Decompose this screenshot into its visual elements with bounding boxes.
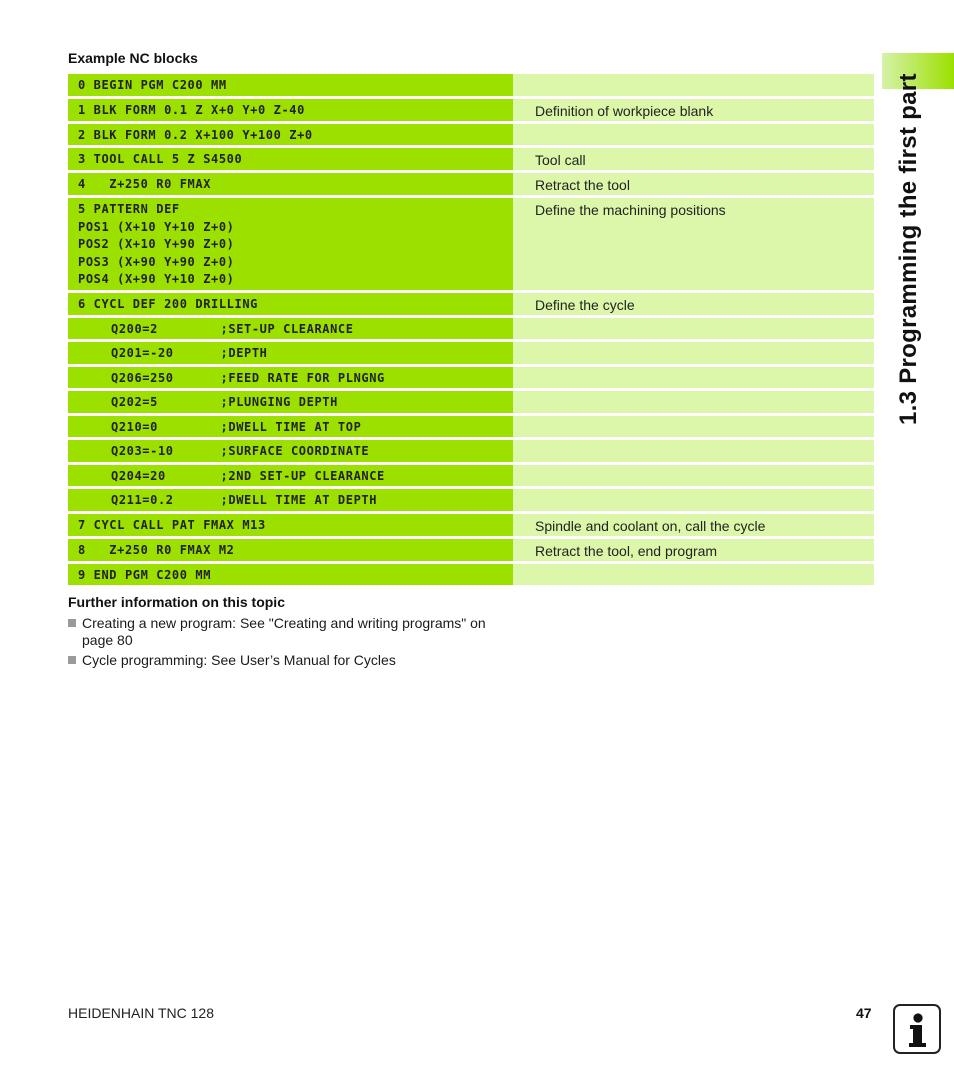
- nc-code-line: 2 BLK FORM 0.2 X+100 Y+100 Z+0: [78, 127, 313, 142]
- nc-code-line: POS4 (X+90 Y+10 Z+0): [78, 272, 235, 286]
- nc-code-line: 6 CYCL DEF 200 DRILLING: [78, 296, 258, 311]
- nc-block-row: [68, 198, 874, 290]
- nc-block-code: [68, 367, 513, 389]
- nc-block-description: Retract the tool: [513, 173, 874, 195]
- nc-block-code: [68, 465, 513, 487]
- nc-block-row: [68, 440, 874, 462]
- nc-block-code: [68, 489, 513, 511]
- info-icon: [893, 1004, 941, 1054]
- nc-code-line: 8 Z+250 R0 FMAX M2: [78, 542, 235, 557]
- nc-program-table: [68, 74, 874, 588]
- nc-block-description: [513, 342, 874, 364]
- nc-block-row: [68, 514, 874, 536]
- bullet-square-icon: [68, 656, 76, 664]
- nc-block-code: [68, 416, 513, 438]
- nc-block-description: [513, 489, 874, 511]
- nc-code-line: Q206=250 ;FEED RATE FOR PLNGNG: [111, 370, 385, 385]
- nc-code-line: POS2 (X+10 Y+90 Z+0): [78, 237, 235, 251]
- nc-block-code: [68, 148, 513, 170]
- section-title: Example NC blocks: [68, 50, 198, 66]
- nc-block-description: [513, 74, 874, 96]
- nc-block-row: [68, 74, 874, 96]
- nc-block-code: [68, 173, 513, 195]
- nc-code-line: Q200=2 ;SET-UP CLEARANCE: [111, 321, 354, 336]
- nc-code-line: 3 TOOL CALL 5 Z S4500: [78, 152, 243, 166]
- nc-block-description: [513, 367, 874, 389]
- nc-block-description: Tool call: [513, 148, 874, 170]
- nc-block-code: [68, 564, 513, 586]
- nc-code-line: 1 BLK FORM 0.1 Z X+0 Y+0 Z-40: [78, 102, 305, 117]
- nc-block-description: Retract the tool, end program: [513, 539, 874, 561]
- nc-block-code: [68, 318, 513, 340]
- nc-block-row: [68, 564, 874, 586]
- nc-block-description: [513, 440, 874, 462]
- bullet-square-icon: [68, 619, 76, 627]
- nc-block-description: [513, 318, 874, 340]
- nc-code-line: 9 END PGM C200 MM: [78, 567, 212, 582]
- chapter-title: 1.3 Programming the first part: [895, 73, 922, 425]
- nc-code-line: POS3 (X+90 Y+90 Z+0): [78, 254, 235, 269]
- further-info-title: Further information on this topic: [68, 594, 285, 610]
- nc-block-code: [68, 440, 513, 462]
- nc-block-row: [68, 148, 874, 170]
- nc-block-description: [513, 124, 874, 146]
- nc-block-code: [68, 539, 513, 561]
- nc-block-row: [68, 539, 874, 561]
- nc-code-line: 0 BEGIN PGM C200 MM: [78, 78, 227, 92]
- nc-block-row: [68, 367, 874, 389]
- nc-block-code: [68, 514, 513, 536]
- nc-code-line: 7 CYCL CALL PAT FMAX M13: [78, 517, 266, 532]
- nc-code-line: Q211=0.2 ;DWELL TIME AT DEPTH: [111, 493, 378, 507]
- nc-block-row: [68, 416, 874, 438]
- nc-block-row: [68, 342, 874, 364]
- nc-block-code: [68, 391, 513, 413]
- nc-block-row: [68, 489, 874, 511]
- page-number: 47: [856, 1005, 872, 1021]
- nc-block-row: [68, 293, 874, 315]
- footer-product: HEIDENHAIN TNC 128: [68, 1005, 215, 1021]
- nc-block-code: [68, 74, 513, 96]
- nc-block-code: [68, 293, 513, 315]
- nc-block-row: [68, 391, 874, 413]
- nc-block-row: [68, 318, 874, 340]
- nc-code-line: Q202=5 ;PLUNGING DEPTH: [111, 395, 338, 409]
- nc-block-description: [513, 465, 874, 487]
- nc-block-description: Spindle and coolant on, call the cycle: [513, 514, 874, 536]
- further-info-item: [68, 652, 508, 669]
- nc-block-description: [513, 391, 874, 413]
- further-info-text: Creating a new program: See "Creating and writing programs" on page 80: [82, 615, 486, 648]
- nc-code-line: Q204=20 ;2ND SET-UP CLEARANCE: [111, 468, 385, 483]
- further-info-item: [68, 615, 508, 649]
- nc-block-code: [68, 342, 513, 364]
- nc-code-line: POS1 (X+10 Y+10 Z+0): [78, 219, 235, 234]
- nc-block-description: Definition of workpiece blank: [513, 99, 874, 121]
- nc-block-description: Define the machining positions: [513, 198, 874, 290]
- further-info-text: Cycle programming: See User’s Manual for Cycles: [82, 652, 396, 668]
- nc-code-line: Q203=-10 ;SURFACE COORDINATE: [111, 444, 370, 458]
- nc-block-row: [68, 124, 874, 146]
- nc-block-description: [513, 416, 874, 438]
- nc-code-line: Q201=-20 ;DEPTH: [111, 346, 268, 360]
- nc-code-line: 5 PATTERN DEF: [78, 202, 180, 216]
- nc-block-code: [68, 124, 513, 146]
- nc-code-line: 4 Z+250 R0 FMAX: [78, 177, 212, 191]
- nc-code-line: Q210=0 ;DWELL TIME AT TOP: [111, 419, 362, 434]
- further-info-list: [68, 615, 508, 672]
- nc-block-code: [68, 99, 513, 121]
- nc-block-row: [68, 99, 874, 121]
- nc-block-description: Define the cycle: [513, 293, 874, 315]
- nc-block-code: [68, 198, 513, 290]
- nc-block-description: [513, 564, 874, 586]
- nc-block-row: [68, 465, 874, 487]
- nc-block-row: [68, 173, 874, 195]
